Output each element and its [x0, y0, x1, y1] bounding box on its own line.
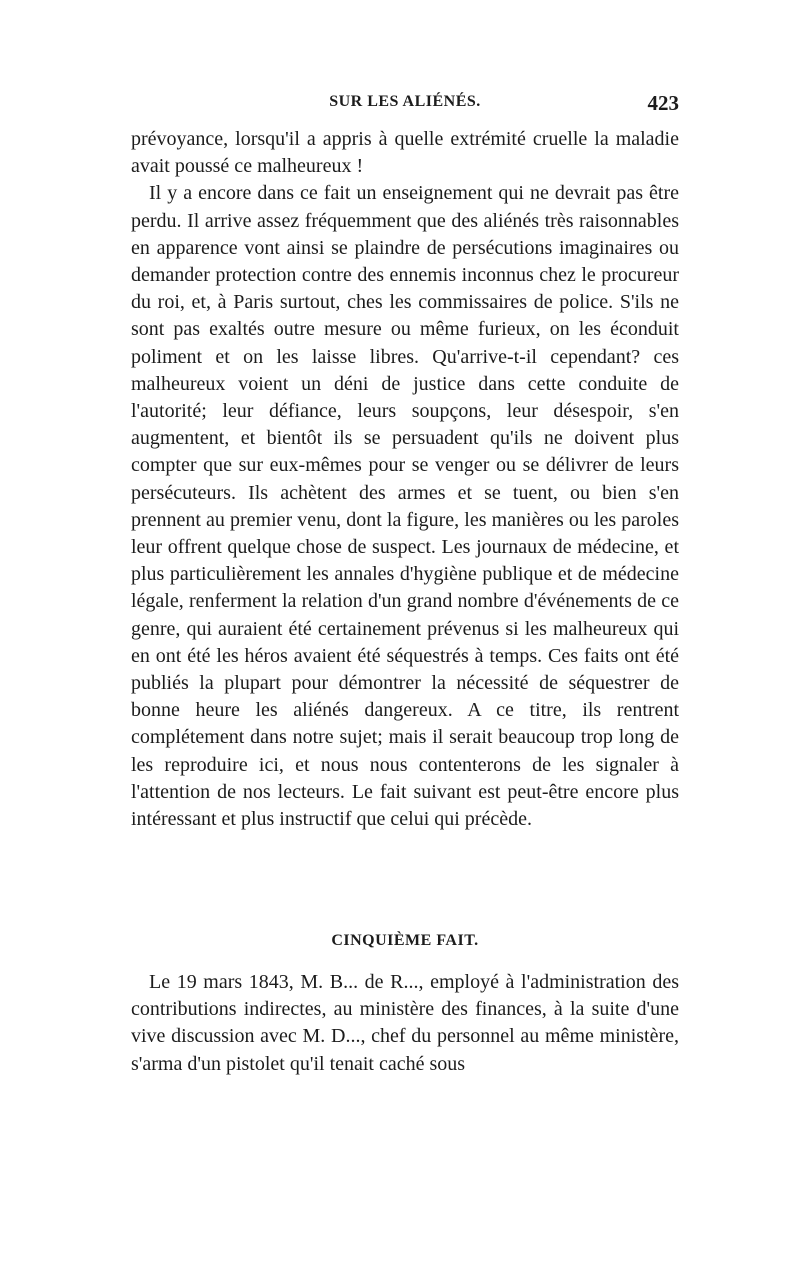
section-heading: CINQUIÈME FAIT. [331, 932, 479, 949]
paragraph-continuation: prévoyance, lorsqu'il a appris à quelle extrémité cruelle la maladie avait poussé ce malheureux ! [131, 128, 679, 178]
page-number: 423 [647, 91, 679, 115]
section-paragraph: Le 19 mars 1843, M. B... de R..., employé à l'administration des contributions indirectes, au ministère des finances, à la suite d'une vive discussion avec M. D..., chef du personnel au même ministère, s'arma d'un pistolet qu'il tenait caché sous [131, 971, 679, 1075]
running-title: SUR LES ALIÉNÉS. [329, 93, 481, 110]
running-head [131, 93, 679, 117]
body-text [131, 126, 679, 833]
paragraph: Il y a encore dans ce fait un enseignement qui ne devrait pas être perdu. Il arrive assez fréquemment que des aliénés très raisonnables en apparence vont ainsi se plaindre de persécutions imaginaires ou demander protection contre des ennemis inconnus chez le procureur du roi, et, à Paris surtout, ches les commissaires de police. S'ils ne sont pas exaltés outre mesure ou même furieux, on les éconduit poliment et on les laisse libres. Qu'arrive-t-il cependant? ces malheureux voient un déni de justice dans cette conduite de l'autorité; leur défiance, leurs soupçons, leur désespoir, s'en augmentent, et bientôt ils se persuadent qu'ils ne doivent plus compter que sur eux-mêmes pour se venger ou se délivrer de leurs persécuteurs. Ils achètent des armes et se tuent, ou bien s'en prennent au premier venu, dont la figure, les manières ou les paroles leur offrent quelque chose de suspect. Les journaux de médecine, et plus particulièrement les annales d'hygiène publique et de médecine légale, renferment la relation d'un grand nombre d'événements de ce genre, qui auraient été certainement prévenus si les malheureux qui en ont été les héros avaient été séquestrés à temps. Ces faits ont été publiés la plupart pour démontrer la nécessité de séquestrer de bonne heure les aliénés dangereux. A ce titre, ils rentrent complétement dans notre sujet; mais il serait beaucoup trop long de les reproduire ici, et nous nous contenterons de les signaler à l'attention de nos lecteurs. Le fait suivant est peut-être encore plus intéressant et plus instructif que celui qui précède. [131, 182, 679, 831]
section-body-text [131, 969, 679, 1078]
